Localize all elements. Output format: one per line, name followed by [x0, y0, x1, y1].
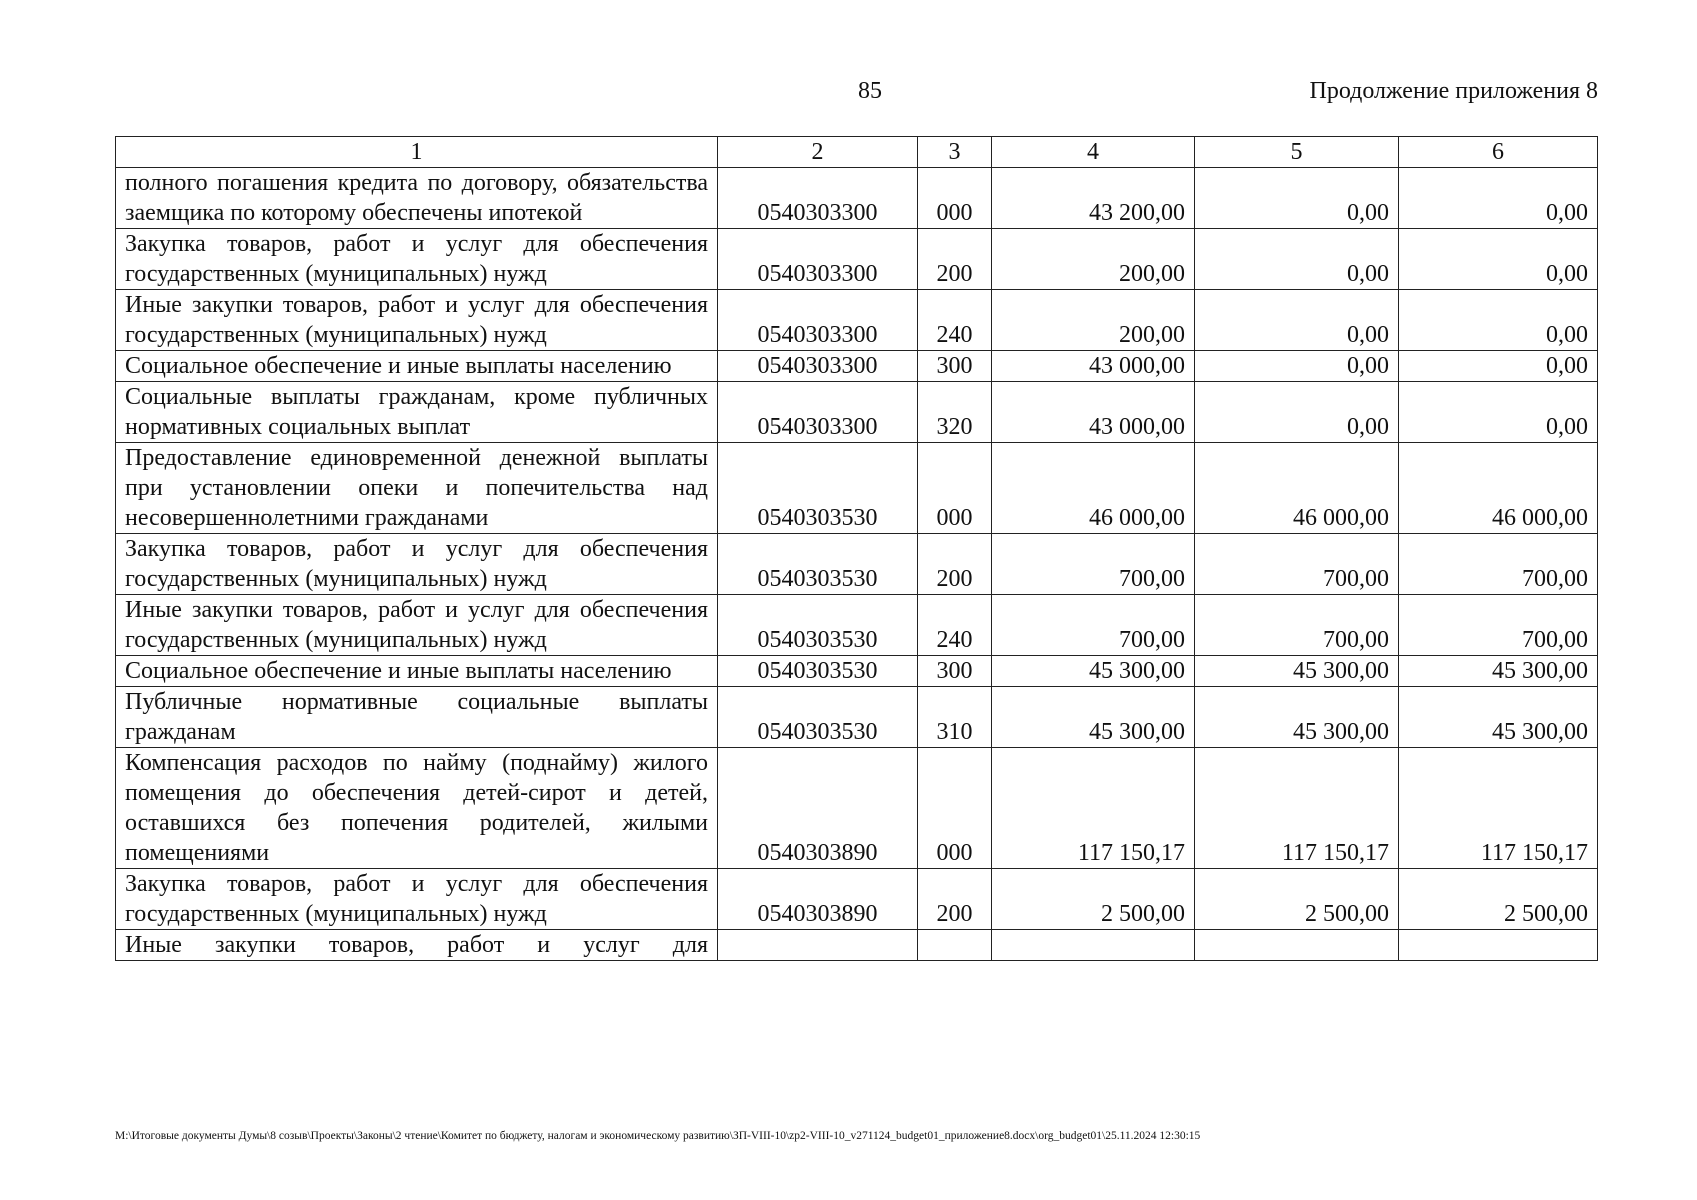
row-name: Социальные выплаты гражданам, кроме публичных нормативных социальных выплат	[116, 382, 718, 443]
file-path-footer: M:\Итоговые документы Думы\8 созыв\Проекты\Законы\2 чтение\Комитет по бюджету, налогам и экономическому развитию\ЗП-VIII-10\zp2-VIII-10_v271124_budget01_приложение8.docx\org_budget01\25.11.2024 12:30:15	[115, 1130, 1201, 1142]
row-name: Социальное обеспечение и иные выплаты населению	[116, 351, 718, 382]
expense-type: 310	[918, 687, 992, 748]
target-code	[718, 930, 918, 961]
row-name: Компенсация расходов по найму (поднайму) жилого помещения до обеспечения детей-сирот и детей, оставшихся без попечения родителей, жилыми помещениями	[116, 748, 718, 869]
amount-col5: 0,00	[1195, 229, 1399, 290]
target-code: 0540303890	[718, 748, 918, 869]
column-number: 4	[992, 137, 1195, 168]
amount-col5: 0,00	[1195, 168, 1399, 229]
table-row	[116, 290, 1598, 351]
target-code: 0540303530	[718, 534, 918, 595]
page-number: 85	[858, 78, 882, 104]
amount-col6: 0,00	[1399, 229, 1598, 290]
table-row-continued	[116, 930, 1598, 961]
column-number: 5	[1195, 137, 1399, 168]
amount-col5	[1195, 930, 1399, 961]
amount-col4: 700,00	[992, 534, 1195, 595]
amount-col6: 46 000,00	[1399, 443, 1598, 534]
amount-col4: 43 200,00	[992, 168, 1195, 229]
table-row	[116, 443, 1598, 534]
table-row	[116, 869, 1598, 930]
target-code: 0540303300	[718, 351, 918, 382]
amount-col6: 700,00	[1399, 534, 1598, 595]
target-code: 0540303530	[718, 687, 918, 748]
appendix-title: Продолжение приложения 8	[1309, 78, 1598, 104]
target-code: 0540303300	[718, 229, 918, 290]
amount-col5: 0,00	[1195, 290, 1399, 351]
target-code: 0540303530	[718, 656, 918, 687]
amount-col5: 0,00	[1195, 351, 1399, 382]
amount-col6: 0,00	[1399, 168, 1598, 229]
row-name: Закупка товаров, работ и услуг для обеспечения государственных (муниципальных) нужд	[116, 229, 718, 290]
row-name: полного погашения кредита по договору, обязательства заемщика по которому обеспечены ипотекой	[116, 168, 718, 229]
amount-col6: 45 300,00	[1399, 687, 1598, 748]
amount-col5: 45 300,00	[1195, 656, 1399, 687]
table-row	[116, 748, 1598, 869]
row-name: Иные закупки товаров, работ и услуг для	[116, 930, 718, 961]
target-code: 0540303890	[718, 869, 918, 930]
amount-col5: 700,00	[1195, 534, 1399, 595]
expense-type	[918, 930, 992, 961]
column-number: 2	[718, 137, 918, 168]
row-name: Предоставление единовременной денежной выплаты при установлении опеки и попечительства над несовершеннолетними гражданами	[116, 443, 718, 534]
table-row	[116, 382, 1598, 443]
table-row	[116, 687, 1598, 748]
row-name: Закупка товаров, работ и услуг для обеспечения государственных (муниципальных) нужд	[116, 534, 718, 595]
amount-col5: 46 000,00	[1195, 443, 1399, 534]
amount-col6: 700,00	[1399, 595, 1598, 656]
amount-col6: 45 300,00	[1399, 656, 1598, 687]
amount-col4: 46 000,00	[992, 443, 1195, 534]
amount-col5: 45 300,00	[1195, 687, 1399, 748]
amount-col4: 45 300,00	[992, 687, 1195, 748]
expense-type: 000	[918, 443, 992, 534]
row-name: Закупка товаров, работ и услуг для обеспечения государственных (муниципальных) нужд	[116, 869, 718, 930]
expense-type: 000	[918, 748, 992, 869]
amount-col4	[992, 930, 1195, 961]
amount-col5: 0,00	[1195, 382, 1399, 443]
table-row	[116, 168, 1598, 229]
target-code: 0540303530	[718, 443, 918, 534]
amount-col6: 0,00	[1399, 351, 1598, 382]
row-name: Иные закупки товаров, работ и услуг для обеспечения государственных (муниципальных) нужд	[116, 595, 718, 656]
amount-col4: 2 500,00	[992, 869, 1195, 930]
expense-type: 200	[918, 534, 992, 595]
amount-col4: 43 000,00	[992, 351, 1195, 382]
target-code: 0540303530	[718, 595, 918, 656]
amount-col5: 700,00	[1195, 595, 1399, 656]
amount-col6: 0,00	[1399, 382, 1598, 443]
table-row	[116, 534, 1598, 595]
table-row	[116, 595, 1598, 656]
expense-type: 240	[918, 290, 992, 351]
expense-type: 000	[918, 168, 992, 229]
amount-col5: 2 500,00	[1195, 869, 1399, 930]
row-name: Публичные нормативные социальные выплаты гражданам	[116, 687, 718, 748]
amount-col4: 200,00	[992, 229, 1195, 290]
table-row	[116, 229, 1598, 290]
expense-type: 200	[918, 229, 992, 290]
expense-type: 200	[918, 869, 992, 930]
column-number-row	[116, 137, 1598, 168]
amount-col4: 200,00	[992, 290, 1195, 351]
expense-type: 300	[918, 656, 992, 687]
expense-type: 240	[918, 595, 992, 656]
amount-col6: 2 500,00	[1399, 869, 1598, 930]
column-number: 1	[116, 137, 718, 168]
row-name: Иные закупки товаров, работ и услуг для обеспечения государственных (муниципальных) нужд	[116, 290, 718, 351]
column-number: 3	[918, 137, 992, 168]
expense-type: 320	[918, 382, 992, 443]
amount-col5: 117 150,17	[1195, 748, 1399, 869]
amount-col4: 45 300,00	[992, 656, 1195, 687]
amount-col6: 0,00	[1399, 290, 1598, 351]
table-row	[116, 656, 1598, 687]
expense-type: 300	[918, 351, 992, 382]
column-number: 6	[1399, 137, 1598, 168]
target-code: 0540303300	[718, 382, 918, 443]
amount-col4: 700,00	[992, 595, 1195, 656]
amount-col6	[1399, 930, 1598, 961]
amount-col6: 117 150,17	[1399, 748, 1598, 869]
target-code: 0540303300	[718, 290, 918, 351]
table-row	[116, 351, 1598, 382]
amount-col4: 117 150,17	[992, 748, 1195, 869]
budget-table	[115, 136, 1598, 961]
row-name: Социальное обеспечение и иные выплаты населению	[116, 656, 718, 687]
amount-col4: 43 000,00	[992, 382, 1195, 443]
target-code: 0540303300	[718, 168, 918, 229]
